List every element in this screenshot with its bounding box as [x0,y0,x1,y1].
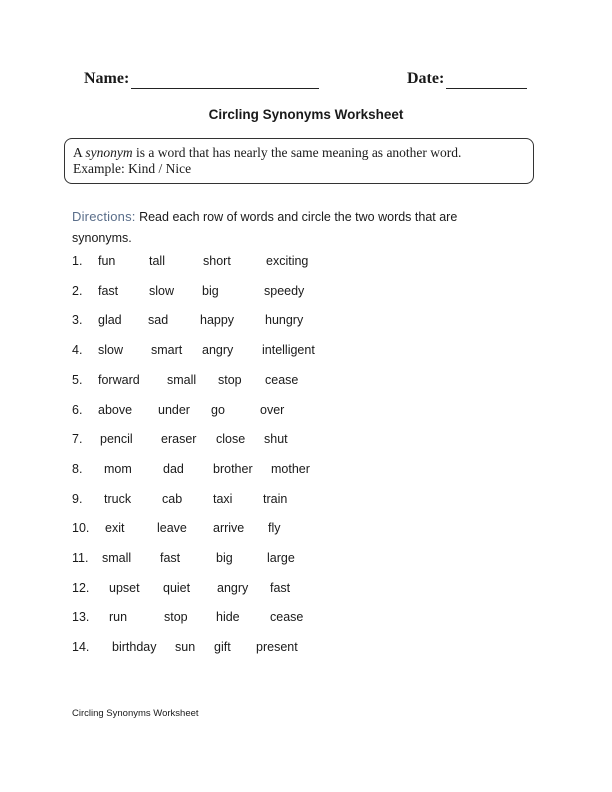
word-option[interactable]: mother [271,461,310,476]
item-number: 6. [72,402,83,417]
word-option[interactable]: eraser [161,432,197,447]
word-option[interactable]: brother [213,461,253,476]
word-option[interactable]: shut [264,432,288,447]
word-option[interactable]: above [98,402,133,417]
word-option[interactable]: big [202,283,219,298]
header-row [0,70,612,94]
word-option[interactable]: birthday [112,640,157,655]
word-option[interactable]: exit [105,521,125,536]
word-option[interactable]: large [267,551,295,565]
name-label: Name: [84,70,130,87]
definition-text: is a word that has nearly the same meaning as another word. [132,145,462,160]
name-field[interactable] [131,88,319,89]
word-option[interactable]: mom [104,461,132,476]
page-title: Circling Synonyms Worksheet [208,107,404,122]
word-option[interactable]: angry [217,580,249,595]
word-option[interactable]: hide [216,610,240,625]
directions-label: Directions: [72,209,136,224]
word-option[interactable]: leave [157,521,187,536]
definition-prefix: A [73,145,86,160]
word-option[interactable]: stop [218,372,242,387]
directions-text: Read each row of words and circle the two words that are synonyms. [72,210,458,245]
definition-example: Example: Kind / Nice [73,161,192,176]
item-number: 10. [72,521,90,536]
word-option[interactable]: forward [98,372,140,387]
word-option[interactable]: upset [109,580,140,595]
date-field[interactable] [446,88,527,89]
word-option[interactable]: go [211,402,225,417]
word-option[interactable]: exciting [266,254,309,268]
item-number: 5. [72,372,83,387]
word-option[interactable]: fly [268,521,281,536]
word-option[interactable]: small [102,551,132,565]
word-option[interactable]: taxi [213,491,233,506]
word-option[interactable]: arrive [213,521,245,536]
word-option[interactable]: hungry [265,313,304,328]
word-option[interactable]: close [216,432,246,447]
word-option[interactable]: small [167,372,197,387]
footer-text: Circling Synonyms Worksheet [72,708,199,719]
word-option[interactable]: intelligent [262,343,315,358]
word-option[interactable]: fun [98,254,116,268]
item-number: 4. [72,343,83,358]
word-option[interactable]: sad [148,313,169,328]
item-number: 11. [72,551,89,565]
word-option[interactable]: truck [104,491,132,506]
item-number: 3. [72,313,83,328]
word-option[interactable]: big [216,551,233,565]
word-option[interactable]: present [256,640,298,655]
item-number: 7. [72,432,83,447]
word-option[interactable]: happy [200,313,235,328]
definition-line [73,145,525,161]
word-option[interactable]: speedy [264,283,305,298]
item-number: 13. [72,610,90,625]
word-option[interactable]: quiet [163,580,191,595]
word-option[interactable]: fast [270,580,291,595]
word-option[interactable]: pencil [100,432,133,447]
item-number: 1. [72,254,83,268]
word-option[interactable]: glad [98,313,122,328]
word-option[interactable]: sun [175,640,196,655]
word-option[interactable]: short [203,254,231,268]
word-option[interactable]: slow [98,343,124,358]
word-option[interactable]: under [158,402,190,417]
word-option[interactable]: slow [149,283,175,298]
word-option[interactable]: cease [265,372,299,387]
word-option[interactable]: fast [160,551,181,565]
word-option[interactable]: train [263,491,288,506]
directions [72,206,492,249]
word-option[interactable]: tall [149,254,165,268]
item-number: 8. [72,461,83,476]
word-option[interactable]: gift [214,640,231,655]
word-option[interactable]: fast [98,283,119,298]
word-option[interactable]: over [260,402,285,417]
word-option[interactable]: cease [270,610,304,625]
word-option[interactable]: cab [162,491,183,506]
item-number: 14. [72,640,90,655]
word-option[interactable]: smart [151,343,183,358]
word-option[interactable]: stop [164,610,188,625]
item-number: 12. [72,580,90,595]
item-number: 2. [72,283,83,298]
definition-term: synonym [85,145,133,160]
item-number: 9. [72,491,83,506]
word-option[interactable]: dad [163,461,184,476]
word-option[interactable]: run [109,610,128,625]
word-option[interactable]: angry [202,343,234,358]
definition-box [64,138,534,184]
date-label: Date: [407,70,445,87]
